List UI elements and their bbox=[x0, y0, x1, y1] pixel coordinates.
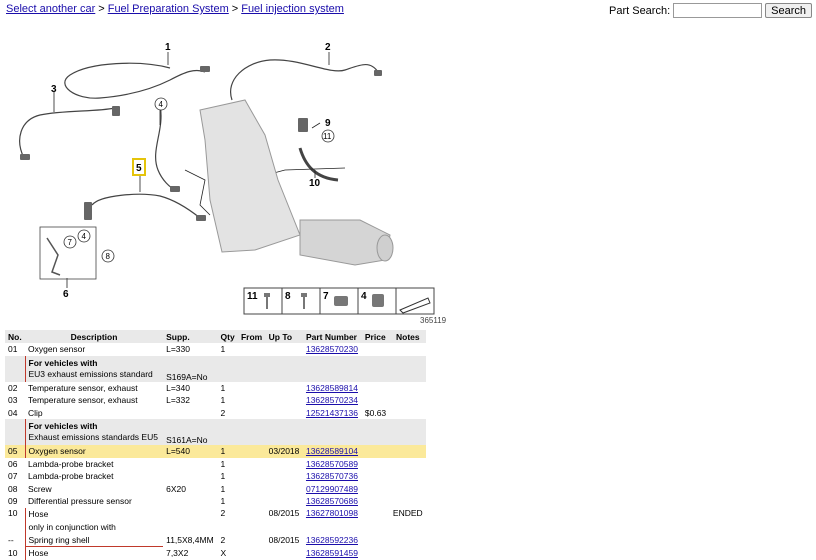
table-row bbox=[5, 508, 426, 534]
cell-no: 04 bbox=[8, 407, 18, 418]
callout-4b[interactable]: 4 bbox=[81, 232, 86, 241]
col-upto: Up To bbox=[266, 330, 303, 343]
search-button[interactable]: Search bbox=[765, 3, 812, 18]
callout-11[interactable]: 11 bbox=[323, 132, 332, 141]
callout-10[interactable]: 10 bbox=[309, 178, 321, 189]
cell-price bbox=[362, 470, 390, 483]
callout-4[interactable]: 4 bbox=[158, 100, 163, 109]
breadcrumb-select-car-link[interactable]: Select another car bbox=[6, 3, 96, 15]
diagram-reference-number: 365119 bbox=[420, 316, 447, 325]
cell-price bbox=[362, 458, 390, 471]
cell-qty: 1 bbox=[218, 445, 238, 458]
cell-price bbox=[362, 343, 390, 356]
condition-note-supp: S169A=No bbox=[163, 356, 217, 382]
cell-from bbox=[238, 382, 266, 395]
cell-from bbox=[238, 458, 266, 471]
col-notes: Notes bbox=[390, 330, 426, 343]
cell-upto: 03/2018 bbox=[266, 445, 303, 458]
cell-description: Temperature sensor, exhaust bbox=[28, 395, 138, 406]
cell-from bbox=[238, 495, 266, 508]
col-no: No. bbox=[5, 330, 25, 343]
cell-supp bbox=[163, 407, 217, 420]
cell-no: 05 bbox=[5, 445, 25, 458]
cell-qty: X bbox=[220, 548, 227, 558]
cell-upto bbox=[266, 458, 303, 471]
part-number-link[interactable]: 13628570736 bbox=[305, 471, 358, 482]
cell-description: Clip bbox=[28, 407, 43, 418]
cell-qty: 1 bbox=[220, 496, 226, 507]
cell-from bbox=[238, 407, 266, 420]
cell-description: Lambda-probe bracket bbox=[28, 458, 114, 469]
cell-supp: 6X20 bbox=[166, 483, 186, 494]
cell-description: Lambda-probe bracket bbox=[28, 471, 114, 482]
part-number-link[interactable]: 12521437136 bbox=[305, 407, 358, 418]
cell-supp bbox=[163, 458, 217, 471]
col-qty: Qty bbox=[218, 330, 238, 343]
parts-table bbox=[5, 330, 426, 560]
table-row bbox=[5, 495, 426, 508]
cell-description: Temperature sensor, exhaust bbox=[28, 382, 138, 393]
cell-no: 10 bbox=[8, 507, 18, 518]
part-number-link[interactable]: 13628591459 bbox=[305, 548, 358, 558]
cell-no: -- bbox=[8, 535, 14, 545]
callout-1[interactable]: 1 bbox=[165, 42, 171, 53]
part-number-link[interactable]: 13628570234 bbox=[305, 395, 358, 406]
table-row bbox=[5, 534, 426, 547]
callout-5[interactable]: 5 bbox=[136, 163, 142, 174]
cell-upto bbox=[266, 495, 303, 508]
cell-supp bbox=[163, 470, 217, 483]
cell-qty: 1 bbox=[220, 344, 226, 355]
cell-from bbox=[238, 343, 266, 356]
cell-price bbox=[362, 508, 390, 534]
parts-diagram bbox=[0, 20, 816, 328]
cell-upto bbox=[266, 382, 303, 395]
table-row bbox=[5, 547, 426, 560]
breadcrumb-separator: > bbox=[98, 3, 105, 15]
col-supp: Supp. bbox=[163, 330, 217, 343]
cell-qty: 2 bbox=[220, 407, 226, 418]
callout-2[interactable]: 2 bbox=[325, 42, 331, 53]
legend-8: 8 bbox=[285, 291, 291, 302]
cell-upto: 08/2015 bbox=[268, 507, 300, 518]
cell-description: Oxygen sensor bbox=[25, 445, 163, 458]
cell-notes bbox=[390, 445, 426, 458]
cell-supp bbox=[163, 495, 217, 508]
cell-price bbox=[362, 445, 390, 458]
cell-no: 01 bbox=[8, 344, 18, 355]
cell-notes bbox=[390, 534, 426, 547]
cell-from bbox=[238, 547, 266, 560]
cell-price bbox=[362, 547, 390, 560]
legend-7: 7 bbox=[323, 291, 329, 302]
cell-supp: L=540 bbox=[163, 445, 217, 458]
part-number-link[interactable]: 13628589104 bbox=[305, 446, 358, 457]
condition-note-title: For vehicles with bbox=[28, 357, 98, 368]
cell-supp: L=332 bbox=[166, 395, 190, 406]
part-search bbox=[609, 3, 812, 18]
cell-description-main: Hose bbox=[28, 508, 49, 519]
part-number-link[interactable]: 13628570686 bbox=[305, 496, 358, 507]
cell-supp: L=340 bbox=[166, 382, 190, 393]
cell-notes: ENDED bbox=[392, 507, 423, 518]
legend-11: 11 bbox=[247, 291, 258, 302]
breadcrumb-separator: > bbox=[231, 3, 239, 15]
cell-qty: 2 bbox=[220, 507, 226, 518]
cell-no: 08 bbox=[8, 483, 18, 494]
part-number-link[interactable]: 13628592236 bbox=[305, 535, 358, 545]
cell-price bbox=[362, 483, 390, 496]
cell-from bbox=[238, 394, 266, 407]
part-number-link[interactable]: 13628570230 bbox=[305, 344, 358, 355]
cell-upto bbox=[266, 343, 303, 356]
part-search-input[interactable] bbox=[673, 3, 762, 18]
breadcrumb-fuel-injection-link[interactable]: Fuel injection system bbox=[241, 3, 344, 15]
cell-from bbox=[238, 508, 266, 534]
cell-price bbox=[362, 382, 390, 395]
cell-supp bbox=[163, 508, 217, 534]
cell-no: 07 bbox=[8, 471, 18, 482]
col-description: Description bbox=[25, 330, 163, 343]
cell-upto: 08/2015 bbox=[268, 535, 300, 545]
condition-note-title: For vehicles with bbox=[28, 421, 98, 431]
cell-upto bbox=[266, 547, 303, 560]
cell-from bbox=[238, 445, 266, 458]
part-number-link[interactable]: 13628570589 bbox=[305, 458, 358, 469]
table-row bbox=[5, 343, 426, 356]
callout-3[interactable]: 3 bbox=[51, 84, 57, 95]
part-number-link[interactable]: 13628589814 bbox=[305, 382, 358, 393]
cell-notes bbox=[390, 382, 426, 395]
cell-from bbox=[238, 470, 266, 483]
cell-description: Spring ring shell bbox=[25, 534, 163, 547]
callout-7[interactable]: 7 bbox=[67, 238, 72, 247]
cell-upto bbox=[266, 483, 303, 496]
col-price: Price bbox=[362, 330, 390, 343]
cell-qty: 1 bbox=[220, 471, 226, 482]
cell-price: $0.63 bbox=[364, 407, 387, 418]
part-search-label: Part Search: bbox=[609, 4, 671, 17]
callout-6[interactable]: 6 bbox=[63, 289, 69, 300]
cell-qty: 1 bbox=[220, 382, 226, 393]
cell-notes bbox=[390, 343, 426, 356]
table-row-highlighted bbox=[5, 445, 426, 458]
cell-supp: L=330 bbox=[166, 344, 190, 355]
cell-upto bbox=[266, 394, 303, 407]
cell-from bbox=[238, 483, 266, 496]
table-header-row bbox=[5, 330, 426, 343]
cell-price bbox=[362, 495, 390, 508]
condition-note-text: Exhaust emissions standards EU5 bbox=[28, 432, 158, 442]
cell-description: Hose bbox=[25, 547, 163, 560]
cell-notes bbox=[390, 495, 426, 508]
cell-description-sub: only in conjunction with bbox=[28, 521, 116, 532]
cell-notes bbox=[390, 407, 426, 420]
cell-upto bbox=[266, 470, 303, 483]
table-row bbox=[5, 483, 426, 496]
cell-qty: 1 bbox=[220, 483, 226, 494]
condition-note bbox=[25, 419, 163, 445]
condition-note-row bbox=[5, 419, 426, 445]
cell-description bbox=[25, 508, 163, 534]
cell-price bbox=[362, 394, 390, 407]
cell-notes bbox=[390, 458, 426, 471]
cell-no: 10 bbox=[8, 548, 18, 558]
col-from: From bbox=[238, 330, 266, 343]
cell-qty: 2 bbox=[220, 535, 226, 545]
table-row bbox=[5, 394, 426, 407]
parts-diagram-drawing bbox=[0, 20, 816, 328]
cell-no: 03 bbox=[8, 395, 18, 406]
cell-no: 09 bbox=[8, 496, 18, 507]
legend-4: 4 bbox=[361, 291, 367, 302]
table-row bbox=[5, 458, 426, 471]
hardware-legend bbox=[244, 288, 434, 314]
cell-notes bbox=[390, 470, 426, 483]
table-row bbox=[5, 470, 426, 483]
cell-description: Screw bbox=[28, 483, 52, 494]
cell-supp: 11,5X8,4MM bbox=[166, 535, 214, 545]
cell-qty: 1 bbox=[220, 458, 226, 469]
callout-9[interactable]: 9 bbox=[325, 118, 331, 129]
cell-no: 02 bbox=[8, 382, 18, 393]
condition-note bbox=[25, 356, 163, 382]
breadcrumb-fuel-preparation-link[interactable]: Fuel Preparation System bbox=[107, 3, 229, 15]
cell-price bbox=[362, 534, 390, 547]
condition-note-row bbox=[5, 356, 426, 382]
cell-description: Differential pressure sensor bbox=[28, 496, 132, 507]
cell-from bbox=[238, 534, 266, 547]
cell-qty: 1 bbox=[220, 395, 226, 406]
cell-no: 06 bbox=[8, 458, 18, 469]
cell-notes bbox=[390, 394, 426, 407]
cell-upto bbox=[266, 407, 303, 420]
cell-supp: 7,3X2 bbox=[166, 548, 189, 558]
table-row bbox=[5, 407, 426, 420]
part-number-link[interactable]: 07129907489 bbox=[305, 483, 358, 494]
condition-note-supp: S161A=No bbox=[163, 419, 217, 445]
cell-notes bbox=[390, 483, 426, 496]
callout-8[interactable]: 8 bbox=[105, 252, 110, 261]
part-number-link[interactable]: 13627801098 bbox=[305, 507, 358, 518]
breadcrumb bbox=[6, 3, 344, 15]
condition-note-text: EU3 exhaust emissions standard bbox=[28, 368, 153, 379]
cell-description: Oxygen sensor bbox=[28, 344, 86, 355]
cell-notes bbox=[390, 547, 426, 560]
table-row bbox=[5, 382, 426, 395]
col-part-number: Part Number bbox=[303, 330, 362, 343]
